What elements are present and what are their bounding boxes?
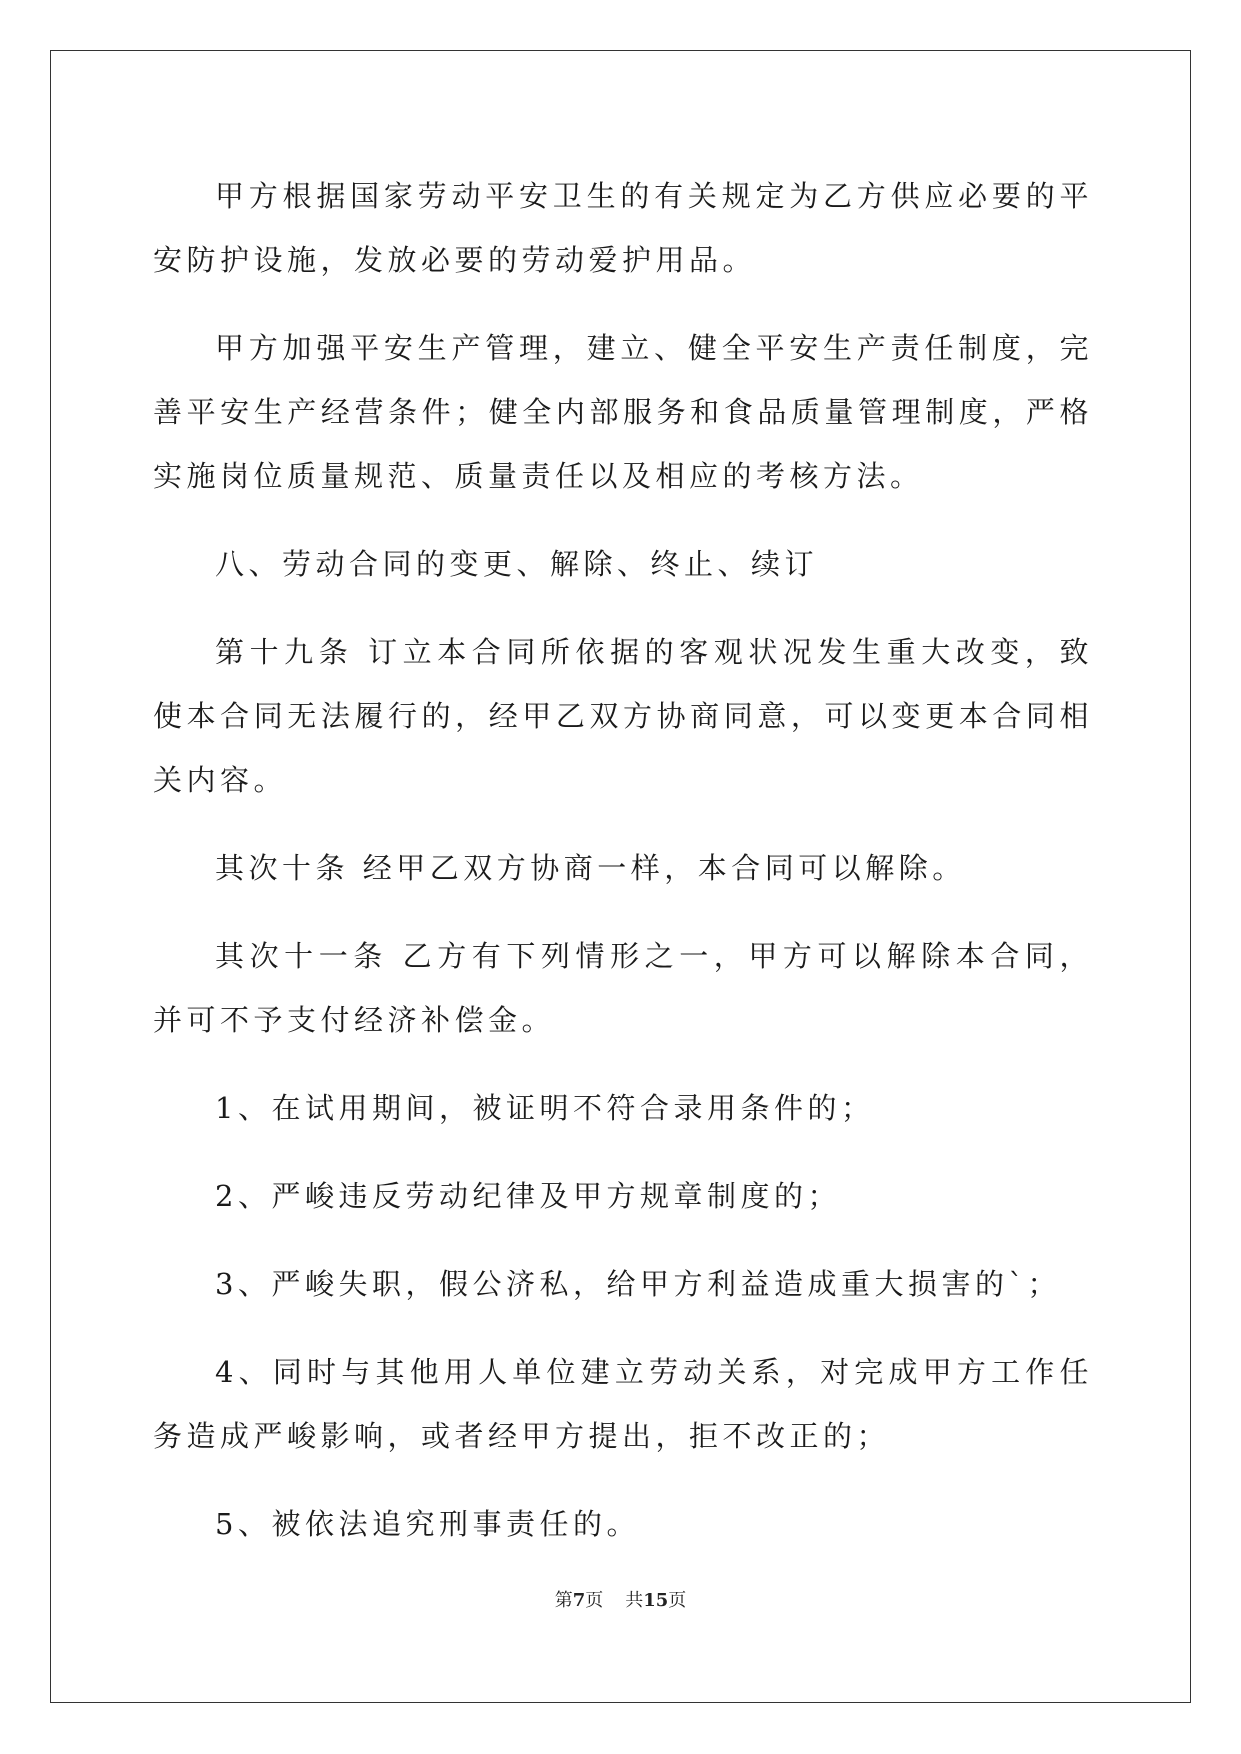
list-item: 3、严峻失职，假公济私，给甲方利益造成重大损害的`； (215, 1267, 1061, 1301)
page-suffix: 页 (585, 1590, 604, 1611)
paragraph: 第十九条 订立本合同所依据的客观状况发生重大改变，致使本合同无法履行的，经甲乙双方协商同意，可以变更本合同相关内容。 (153, 635, 1093, 797)
page-footer (0, 1586, 1241, 1612)
list-item: 1、在试用期间，被证明不符合录用条件的； (215, 1091, 875, 1125)
list-item: 5、被依法追究刑事责任的。 (215, 1507, 640, 1541)
paragraph: 甲方根据国家劳动平安卫生的有关规定为乙方供应必要的平安防护设施，发放必要的劳动爱护用品。 (153, 179, 1093, 277)
total-pages: 15 (643, 1590, 669, 1611)
list-item: 2、严峻违反劳动纪律及甲方规章制度的； (215, 1179, 841, 1213)
total-prefix: 共 (625, 1590, 644, 1611)
paragraph: 其次十一条 乙方有下列情形之一，甲方可以解除本合同，并可不予支付经济补偿金。 (153, 939, 1093, 1037)
document-body (153, 164, 1093, 1580)
paragraph: 甲方加强平安生产管理，建立、健全平安生产责任制度，完善平安生产经营条件；健全内部服务和食品质量管理制度，严格实施岗位质量规范、质量责任以及相应的考核方法。 (153, 331, 1093, 493)
page-prefix: 第 (554, 1590, 573, 1611)
total-suffix: 页 (668, 1590, 687, 1611)
list-item: 4、同时与其他用人单位建立劳动关系，对完成甲方工作任务造成严峻影响，或者经甲方提出，拒不改正的； (153, 1355, 1093, 1453)
section-heading: 八、劳动合同的变更、解除、终止、续订 (215, 547, 819, 581)
paragraph: 其次十条 经甲乙双方协商一样，本合同可以解除。 (215, 851, 966, 885)
page-number: 7 (572, 1590, 586, 1611)
